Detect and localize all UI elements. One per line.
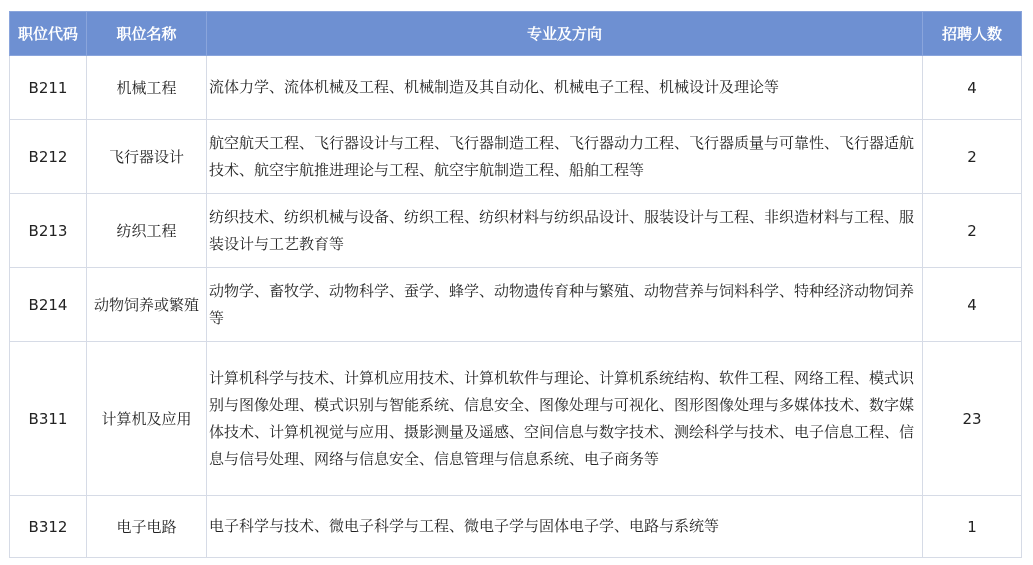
major-direction-cell: 流体力学、流体机械及工程、机械制造及其自动化、机械电子工程、机械设计及理论等: [207, 56, 923, 120]
position-code-cell: B213: [10, 194, 87, 268]
position-code-cell: B312: [10, 496, 87, 558]
table-row: [10, 120, 1022, 194]
table-header-row: [10, 12, 1022, 56]
position-code-cell: B211: [10, 56, 87, 120]
recruit-count-cell: 23: [923, 342, 1022, 496]
position-name-cell: 机械工程: [87, 56, 207, 120]
position-code-cell: B311: [10, 342, 87, 496]
table-row: [10, 194, 1022, 268]
recruit-count-cell: 4: [923, 56, 1022, 120]
header-position-name: 职位名称: [87, 12, 207, 56]
major-direction-cell: 电子科学与技术、微电子科学与工程、微电子学与固体电子学、电路与系统等: [207, 496, 923, 558]
position-code-cell: B214: [10, 268, 87, 342]
major-direction-cell: 动物学、畜牧学、动物科学、蚕学、蜂学、动物遗传育种与繁殖、动物营养与饲料科学、特种经济动物饲养等: [207, 268, 923, 342]
position-name-cell: 纺织工程: [87, 194, 207, 268]
major-direction-cell: 计算机科学与技术、计算机应用技术、计算机软件与理论、计算机系统结构、软件工程、网络工程、模式识别与图像处理、模式识别与智能系统、信息安全、图像处理与可视化、图形图像处理与多媒体技术、数字媒体技术、计算机视觉与应用、摄影测量及遥感、空间信息与数字技术、测绘科学与技术、电子信息工程、信息与信号处理、网络与信息安全、信息管理与信息系统、电子商务等: [207, 342, 923, 496]
position-name-cell: 飞行器设计: [87, 120, 207, 194]
recruit-count-cell: 1: [923, 496, 1022, 558]
position-name-cell: 计算机及应用: [87, 342, 207, 496]
position-code-cell: B212: [10, 120, 87, 194]
position-name-cell: 电子电路: [87, 496, 207, 558]
major-direction-cell: 纺织技术、纺织机械与设备、纺织工程、纺织材料与纺织品设计、服装设计与工程、非织造材料与工程、服装设计与工艺教育等: [207, 194, 923, 268]
header-recruit-count: 招聘人数: [923, 12, 1022, 56]
table-row: [10, 342, 1022, 496]
recruit-count-cell: 4: [923, 268, 1022, 342]
header-major-direction: 专业及方向: [207, 12, 923, 56]
header-position-code: 职位代码: [10, 12, 87, 56]
recruitment-table: [9, 11, 1022, 558]
major-direction-cell: 航空航天工程、飞行器设计与工程、飞行器制造工程、飞行器动力工程、飞行器质量与可靠性、飞行器适航技术、航空宇航推进理论与工程、航空宇航制造工程、船舶工程等: [207, 120, 923, 194]
table-row: [10, 268, 1022, 342]
table-row: [10, 56, 1022, 120]
table-row: [10, 496, 1022, 558]
recruitment-table-wrapper: [9, 11, 1022, 558]
recruit-count-cell: 2: [923, 120, 1022, 194]
position-name-cell: 动物饲养或繁殖: [87, 268, 207, 342]
recruit-count-cell: 2: [923, 194, 1022, 268]
